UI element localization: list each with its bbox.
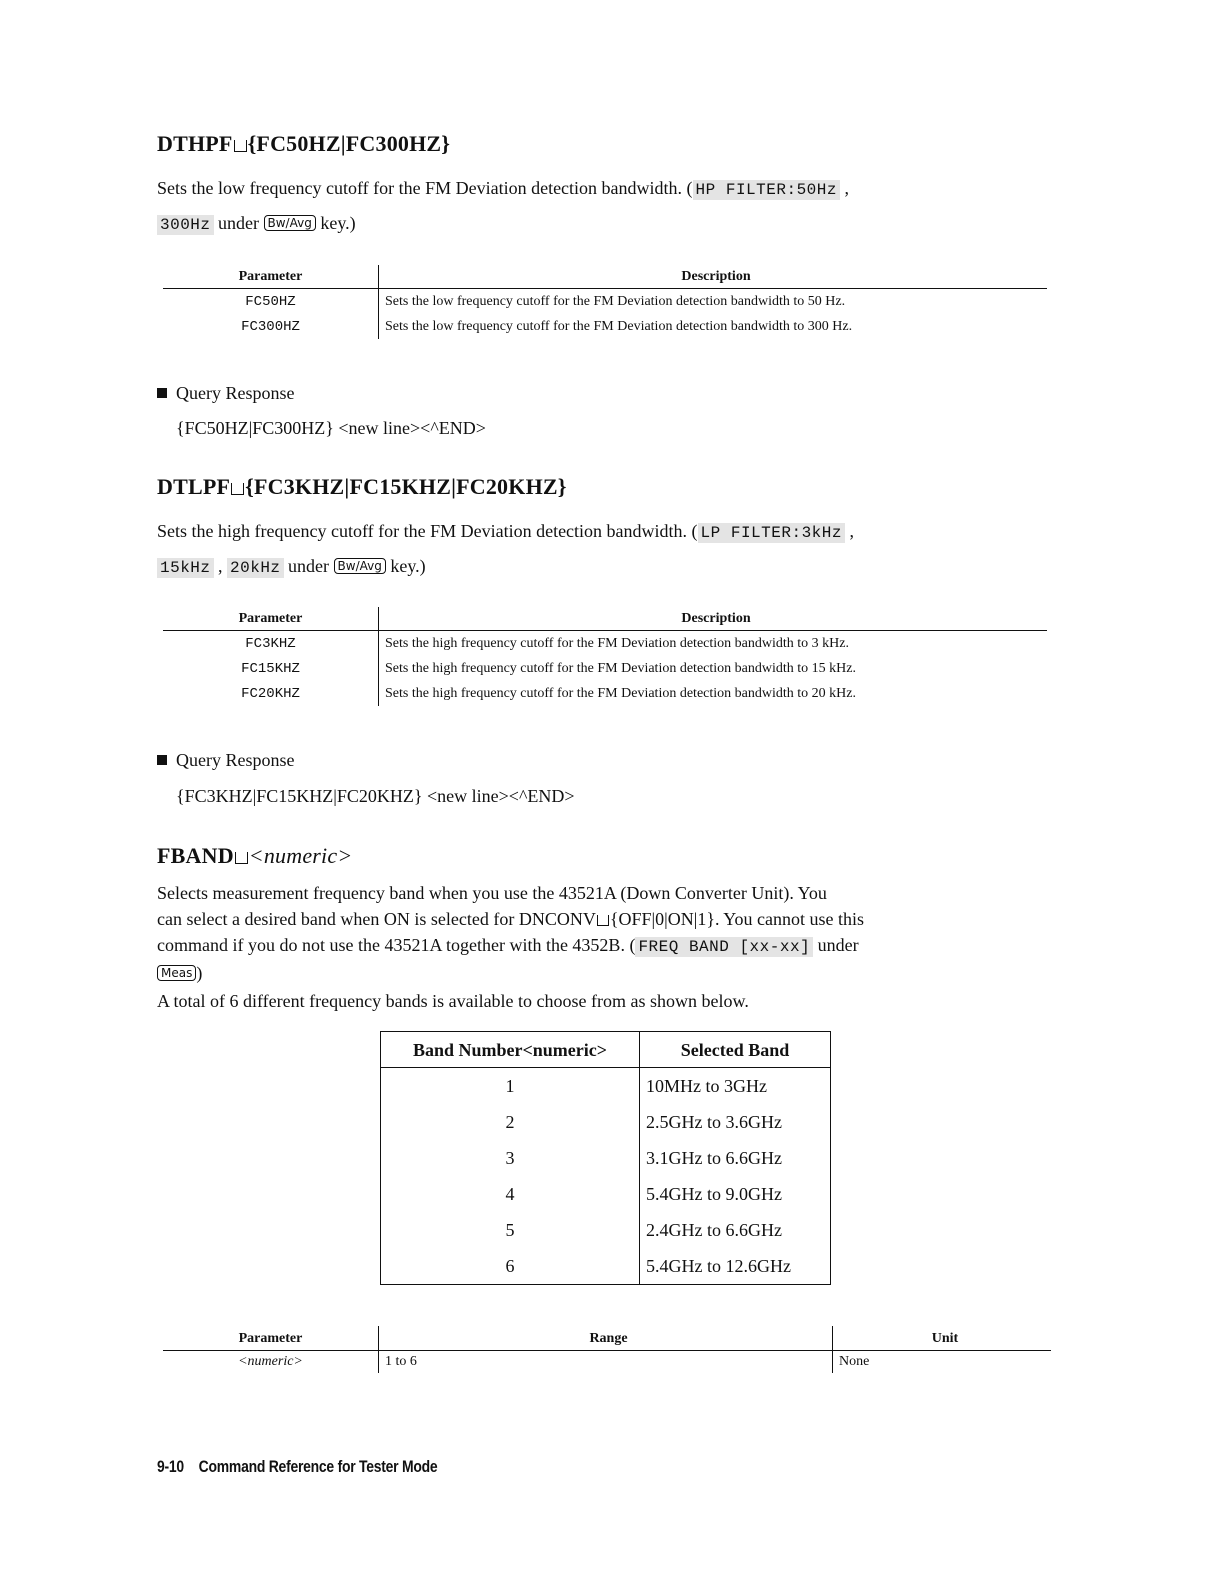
hardkey-bw-avg[interactable]: Bw/Avg: [334, 558, 386, 574]
param-cell: FC50HZ: [245, 293, 296, 310]
desc-cell: Sets the low frequency cutoff for the FM Deviation detection bandwidth to 300 Hz.: [379, 314, 1048, 339]
column-header-parameter: Parameter: [163, 1326, 379, 1351]
band-range-cell: 5.4GHz to 12.6GHz: [640, 1248, 831, 1285]
frequency-band-table: [380, 1031, 831, 1285]
table-row: [381, 1248, 831, 1285]
page-footer: [157, 1457, 437, 1477]
band-number-cell: 2: [381, 1104, 640, 1140]
column-header-description: Description: [379, 607, 1048, 631]
band-number-cell: 1: [381, 1068, 640, 1105]
desc-cell: Sets the high frequency cutoff for the FM Deviation detection bandwidth to 3 kHz.: [379, 631, 1048, 657]
band-range-cell: 10MHz to 3GHz: [640, 1068, 831, 1105]
dthpf-parameter-table: [163, 265, 1047, 339]
dtlpf-description: Sets the high frequency cutoff for the FM Deviation detection bandwidth. ( LP FILTER:3kHz , 15kHz , 20kHz under Bw/Avg key.): [157, 521, 854, 577]
dthpf-query-value: {FC50HZ|FC300HZ} <new line><^END>: [176, 418, 486, 438]
hardkey-bw-avg[interactable]: Bw/Avg: [264, 215, 316, 231]
band-range-cell: 3.1GHz to 6.6GHz: [640, 1140, 831, 1176]
param-cell: FC20KHZ: [241, 685, 300, 702]
softkey-15khz[interactable]: 15kHz: [157, 558, 214, 578]
dtlpf-query-label: Query Response: [157, 743, 294, 777]
dthpf-heading: DTHPF {FC50HZ|FC300HZ}: [157, 131, 451, 156]
table-row: [381, 1140, 831, 1176]
band-range-cell: 5.4GHz to 9.0GHz: [640, 1176, 831, 1212]
softkey-300hz[interactable]: 300Hz: [157, 215, 214, 235]
band-number-cell: 3: [381, 1140, 640, 1176]
column-header-band-number: Band Number<numeric>: [381, 1032, 640, 1068]
desc-cell: Sets the low frequency cutoff for the FM Deviation detection bandwidth to 50 Hz.: [379, 289, 1048, 315]
band-number-cell: 6: [381, 1248, 640, 1285]
fband-description: Selects measurement frequency band when you use the 43521A (Down Converter Unit). You can select a desired band when ON is selected for DNCONV {OFF|0|ON|1}. You cannot use this command if you do not use the 43521A together with the 4352B. ( FREQ BAND [xx-xx] under Meas ) A total of 6 different frequency bands is available to choose from as shown below.: [157, 883, 864, 1011]
table-row: [163, 1351, 1051, 1374]
table-row: [381, 1104, 831, 1140]
band-range-cell: 2.4GHz to 6.6GHz: [640, 1212, 831, 1248]
range-cell: 1 to 6: [379, 1351, 833, 1374]
table-row: [381, 1068, 831, 1105]
table-row: [163, 289, 1047, 315]
column-header-selected-band: Selected Band: [640, 1032, 831, 1068]
column-header-description: Description: [379, 265, 1048, 289]
desc-cell: Sets the high frequency cutoff for the FM Deviation detection bandwidth to 20 kHz.: [379, 681, 1048, 706]
chapter-title: Command Reference for Tester Mode: [198, 1457, 438, 1476]
band-number-cell: 4: [381, 1176, 640, 1212]
table-row: [163, 314, 1047, 339]
bullet-icon: [157, 388, 167, 398]
dtlpf-query-value: {FC3KHZ|FC15KHZ|FC20KHZ} <new line><^END>: [176, 786, 575, 806]
column-header-parameter: Parameter: [163, 607, 379, 631]
page-number: 9-10: [157, 1457, 184, 1476]
param-cell: FC15KHZ: [241, 660, 300, 677]
hardkey-meas[interactable]: Meas: [157, 965, 196, 981]
table-row: [163, 681, 1047, 706]
softkey-freq-band[interactable]: FREQ BAND [xx-xx]: [635, 937, 813, 957]
band-range-cell: 2.5GHz to 3.6GHz: [640, 1104, 831, 1140]
column-header-parameter: Parameter: [163, 265, 379, 289]
table-row: [381, 1212, 831, 1248]
table-row: [381, 1176, 831, 1212]
desc-cell: Sets the high frequency cutoff for the FM Deviation detection bandwidth to 15 kHz.: [379, 656, 1048, 681]
bullet-icon: [157, 755, 167, 765]
band-number-cell: 5: [381, 1212, 640, 1248]
param-cell: FC300HZ: [241, 318, 300, 335]
table-row: [163, 631, 1047, 657]
dtlpf-heading: DTLPF {FC3KHZ|FC15KHZ|FC20KHZ}: [157, 474, 567, 499]
softkey-lp-filter-3khz[interactable]: LP FILTER:3kHz: [698, 523, 845, 543]
column-header-range: Range: [379, 1326, 833, 1351]
fband-heading: FBAND <numeric>: [157, 843, 353, 868]
dthpf-description: Sets the low frequency cutoff for the FM Deviation detection bandwidth. ( HP FILTER:50Hz , 300Hz under Bw/Avg key.): [157, 178, 849, 234]
softkey-20khz[interactable]: 20kHz: [227, 558, 284, 578]
column-header-unit: Unit: [833, 1326, 1052, 1351]
param-cell: <numeric>: [238, 1354, 303, 1369]
dtlpf-parameter-table: [163, 607, 1047, 706]
table-row: [163, 656, 1047, 681]
param-cell: FC3KHZ: [245, 635, 296, 652]
fband-range-table: [163, 1326, 1051, 1373]
unit-cell: None: [833, 1351, 1052, 1374]
dthpf-query-label: Query Response: [157, 376, 294, 410]
softkey-hp-filter-50hz[interactable]: HP FILTER:50Hz: [693, 180, 840, 200]
